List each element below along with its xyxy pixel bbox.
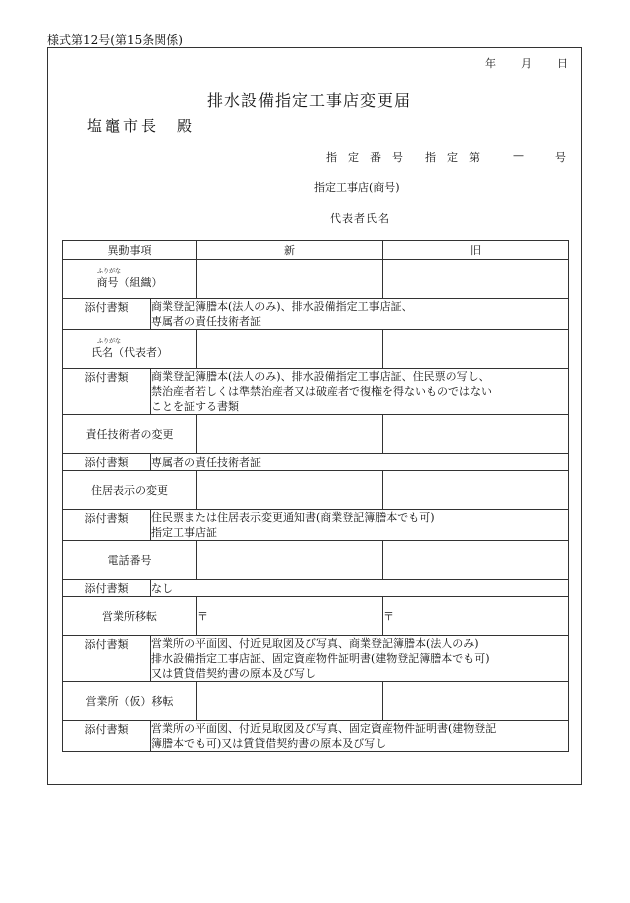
attachment-documents — [151, 721, 569, 752]
value-old-cell[interactable] — [383, 597, 569, 636]
value-old-cell[interactable] — [383, 260, 569, 299]
designation-suffix: 号 — [555, 151, 566, 164]
change-item-cell — [63, 330, 197, 369]
attachment-line: 指定工事店証 — [151, 526, 217, 539]
change-item-cell — [63, 415, 197, 454]
value-old-cell[interactable] — [383, 415, 569, 454]
attachment-label: 添付書類 — [63, 510, 151, 541]
attachment-label: 添付書類 — [63, 721, 151, 752]
attachment-documents — [151, 369, 569, 415]
addressee-city: 塩竈市長 — [87, 117, 160, 135]
attachment-label: 添付書類 — [63, 454, 151, 471]
header-new: 新 — [197, 241, 383, 260]
attachment-line: 専属者の責任技術者証 — [151, 315, 261, 328]
table-row — [63, 541, 569, 580]
attachment-line: 簿謄本でも可)又は賃貸借契約書の原本及び写し — [151, 737, 387, 750]
designation-prefix: 指 定 第 — [425, 151, 480, 164]
postal-mark: 〒 — [383, 610, 394, 623]
attachment-row — [63, 510, 569, 541]
attachment-row — [63, 369, 569, 415]
value-old-cell[interactable] — [383, 471, 569, 510]
form-number: 様式第12号(第15条関係) — [47, 33, 183, 47]
furigana-label: ふりがな — [97, 268, 122, 275]
attachment-line: 排水設備指定工事店証、固定資産物件証明書(建物登記簿謄本でも可) — [151, 652, 490, 665]
value-new-cell[interactable] — [197, 415, 383, 454]
value-new-cell[interactable] — [197, 541, 383, 580]
attachment-line: 商業登記簿謄本(法人のみ)、排水設備指定工事店証、住民票の写し、 — [151, 370, 490, 383]
table-header-row — [63, 241, 569, 260]
value-new-cell[interactable] — [197, 471, 383, 510]
attachment-label: 添付書類 — [63, 636, 151, 682]
table-row — [63, 597, 569, 636]
postal-mark: 〒 — [197, 610, 208, 623]
value-new-cell[interactable] — [197, 330, 383, 369]
attachment-documents — [151, 299, 569, 330]
attachment-line: 住民票または住居表示変更通知書(商業登記簿謄本でも可) — [151, 511, 435, 524]
table-row — [63, 415, 569, 454]
attachment-line: 営業所の平面図、付近見取図及び写真、固定資産物件証明書(建物登記 — [151, 722, 497, 735]
attachment-row — [63, 580, 569, 597]
value-old-cell[interactable] — [383, 541, 569, 580]
change-item-label: 電話番号 — [107, 553, 152, 567]
attachment-documents — [151, 454, 569, 471]
change-item-label: 氏名（代表者） — [91, 346, 168, 359]
date-day-label: 日 — [557, 57, 568, 70]
header-item: 異動事項 — [63, 241, 197, 260]
attachment-label: 添付書類 — [63, 580, 151, 597]
attachment-row — [63, 721, 569, 752]
designation-number-label: 指 定 番 号 — [326, 151, 403, 164]
attachment-line: 又は賃貸借契約書の原本及び写し — [151, 667, 316, 680]
attachment-documents — [151, 636, 569, 682]
value-old-cell[interactable] — [383, 682, 569, 721]
attachment-line: なし — [151, 581, 173, 595]
attachment-row — [63, 454, 569, 471]
attachment-documents — [151, 580, 569, 597]
change-item-cell — [63, 260, 197, 299]
attachment-label: 添付書類 — [63, 299, 151, 330]
document-title: 排水設備指定工事店変更届 — [207, 91, 412, 110]
value-new-cell[interactable] — [197, 260, 383, 299]
header-old: 旧 — [383, 241, 569, 260]
change-item-label: 商号（組織） — [96, 276, 163, 289]
change-items-table — [62, 240, 569, 752]
attachment-line: 商業登記簿謄本(法人のみ)、排水設備指定工事店証、 — [151, 300, 413, 313]
attachment-label: 添付書類 — [63, 369, 151, 415]
table-row — [63, 260, 569, 299]
value-new-cell[interactable] — [197, 597, 383, 636]
attachment-line: 営業所の平面図、付近見取図及び写真、商業登記簿謄本(法人のみ) — [151, 637, 479, 650]
attachment-documents — [151, 510, 569, 541]
company-name-label: 指定工事店(商号) — [314, 181, 400, 194]
change-item-label: 責任技術者の変更 — [85, 427, 174, 441]
designation-dash: — — [513, 149, 524, 162]
attachment-line: ことを証する書類 — [151, 400, 239, 413]
change-item-cell — [63, 541, 197, 580]
attachment-row — [63, 636, 569, 682]
change-item-label: 住居表示の変更 — [91, 483, 168, 497]
date-month-label: 月 — [521, 57, 532, 70]
change-item-label: 営業所移転 — [102, 609, 157, 623]
change-item-cell — [63, 471, 197, 510]
change-item-label: 営業所（仮）移転 — [85, 694, 174, 708]
addressee — [87, 115, 192, 136]
attachment-line: 禁治産者若しくは準禁治産者又は破産者で復権を得ないものではない — [151, 385, 492, 398]
value-new-cell[interactable] — [197, 682, 383, 721]
change-item-cell — [63, 597, 197, 636]
furigana-label: ふりがな — [97, 338, 122, 345]
table-row — [63, 330, 569, 369]
table-row — [63, 682, 569, 721]
attachment-line: 専属者の責任技術者証 — [151, 455, 261, 469]
table-row — [63, 471, 569, 510]
value-old-cell[interactable] — [383, 330, 569, 369]
addressee-honorific: 殿 — [177, 117, 193, 135]
change-item-cell — [63, 682, 197, 721]
date-year-label: 年 — [485, 57, 496, 70]
representative-label: 代表者氏名 — [330, 212, 390, 225]
attachment-row — [63, 299, 569, 330]
